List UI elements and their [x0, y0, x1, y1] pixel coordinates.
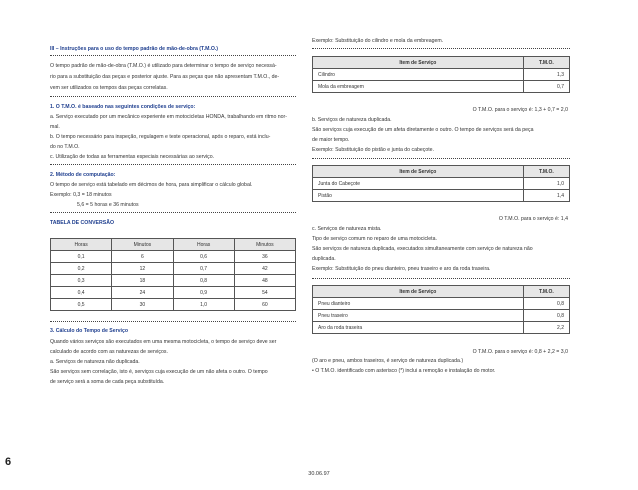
divider — [50, 164, 296, 165]
service-table-1 — [312, 56, 570, 93]
s1-title: 1. O T.M.O. é baseado nas seguintes condições de serviço: — [50, 104, 196, 110]
table-row — [313, 81, 570, 93]
divider — [50, 96, 296, 97]
example-text: Exemplo: Substituição do cilindro e mola da embreagem. — [312, 38, 444, 44]
table-cell: 0,2 — [51, 263, 112, 275]
c-line: duplicada. — [312, 256, 336, 262]
table-cell: 0,9 — [173, 287, 234, 299]
s1-line: do no T.M.O. — [50, 144, 80, 150]
table-row — [313, 298, 570, 310]
table-row — [313, 322, 570, 334]
table-cell: 36 — [234, 251, 295, 263]
table-cell: Cilindro — [313, 69, 524, 81]
table-header: T.M.O. — [523, 166, 569, 178]
table-cell: 24 — [112, 287, 173, 299]
service-table-3 — [312, 285, 570, 334]
s3-line: calculado de acordo com as naturezas de serviços. — [50, 349, 168, 355]
divider — [50, 321, 296, 322]
b-line: b. Serviços de natureza duplicada. — [312, 117, 392, 123]
s3-line: Quando vários serviços são executados em uma mesma motocicleta, o tempo de serviço deve ser — [50, 339, 277, 345]
table-row — [313, 178, 570, 190]
table-cell: 12 — [112, 263, 173, 275]
table-cell: 60 — [234, 299, 295, 311]
table-cell: 0,8 — [523, 310, 569, 322]
table-cell: 6 — [112, 251, 173, 263]
footer-date: 30.06.97 — [308, 471, 330, 477]
table-row — [313, 310, 570, 322]
table-header: Item de Serviço — [313, 286, 524, 298]
intro-line-3: vem ser utilizados os tempos das peças correlatas. — [50, 85, 168, 91]
total-2: O T.M.O. para o serviço é: 1,4 — [498, 216, 568, 222]
table-cell: 0,8 — [523, 298, 569, 310]
table-cell: 2,2 — [523, 322, 569, 334]
table-cell: Pistão — [313, 190, 524, 202]
table-cell: 0,4 — [51, 287, 112, 299]
s3-line: de serviço será a soma de cada peça substituída. — [50, 379, 165, 385]
table-cell: 48 — [234, 275, 295, 287]
table-cell: 1,4 — [523, 190, 569, 202]
c-line: Tipo de serviço comum no reparo de uma motocicleta. — [312, 236, 437, 242]
table-cell: 0,5 — [51, 299, 112, 311]
s2-title: 2. Método de computação: — [50, 172, 116, 178]
s1-line: mal. — [50, 124, 60, 130]
service-table-2 — [312, 165, 570, 202]
conversion-title: TABELA DE CONVERSÃO — [50, 220, 114, 226]
c-line: São serviços de natureza duplicada, executados simultaneamente com serviço de natureza não — [312, 246, 533, 252]
s3-title: 3. Cálculo do Tempo de Serviço — [50, 328, 129, 334]
conversion-table — [50, 238, 296, 311]
table-cell: 1,3 — [523, 69, 569, 81]
divider — [50, 55, 296, 56]
divider — [50, 212, 296, 213]
divider — [312, 48, 570, 49]
b-line: São serviços cuja execução de um afeta diretamente o outro. O tempo de serviços será da peça — [312, 127, 534, 133]
table-row — [51, 251, 296, 263]
table-row — [313, 190, 570, 202]
divider — [312, 278, 570, 279]
c-line: c. Serviços de natureza mista. — [312, 226, 382, 232]
table-header: T.M.O. — [523, 57, 569, 69]
note: • O T.M.O. identificado com asterisco (*) inclui a remoção e instalação do motor. — [312, 368, 496, 374]
s3-line: a. Serviços de natureza não duplicada. — [50, 359, 140, 365]
table-header: T.M.O. — [523, 286, 569, 298]
total-1: O T.M.O. para o serviço é: 1,3 + 0,7 = 2,0 — [472, 107, 568, 113]
s1-line: c. Utilização de todas as ferramentas especiais necessárias ao serviço. — [50, 154, 215, 160]
note: (O aro e pneu, ambos traseiros, é serviço de natureza duplicada.) — [312, 358, 464, 364]
table-cell: 0,6 — [173, 251, 234, 263]
total-3: O T.M.O. para o serviço é: 0,8 + 2,2 = 3,0 — [472, 349, 568, 355]
divider — [312, 158, 570, 159]
table-cell: 30 — [112, 299, 173, 311]
table-cell: Aro da roda traseira — [313, 322, 524, 334]
b-line: de maior tempo. — [312, 137, 350, 143]
s2-line: O tempo de serviço está tabelado em décimos de hora, para simplificar o cálculo global. — [50, 182, 253, 188]
s2-line: 5,6 = 5 horas e 36 minutos — [77, 202, 139, 208]
table-cell: 18 — [112, 275, 173, 287]
table-header: Minutos — [112, 239, 173, 251]
table-cell: 0,7 — [523, 81, 569, 93]
section-title: III – Instruções para o uso do tempo padrão de mão-de-obra (T.M.O.) — [50, 46, 219, 52]
table-header: Horas — [51, 239, 112, 251]
intro-line-2: rio para a substituição das peças e posterior ajuste. Para as peças que não apresentam T.M.O., de- — [50, 74, 280, 80]
s2-line: Exemplo: 0,3 = 18 minutos — [50, 192, 112, 198]
table-cell: Junta do Cabeçote — [313, 178, 524, 190]
table-cell: Mola da embreagem — [313, 81, 524, 93]
table-row — [51, 299, 296, 311]
table-cell: Pneu traseiro — [313, 310, 524, 322]
c-line: Exemplo: Substituição do pneu dianteiro, pneu traseiro e aro da roda traseira. — [312, 266, 491, 272]
s1-line: b. O tempo necessário para inspeção, regulagem e teste operacional, após o reparo, está inclu- — [50, 134, 271, 140]
b-line: Exemplo: Substituição do pistão e junta do cabeçote. — [312, 147, 434, 153]
page-number: 6 — [5, 456, 12, 468]
table-cell: 1,0 — [523, 178, 569, 190]
table-row — [51, 287, 296, 299]
table-cell: 1,0 — [173, 299, 234, 311]
table-header: Item de Serviço — [313, 166, 524, 178]
s1-line: a. Serviço executado por um mecânico experiente em motocicletas HONDA, trabalhando em ritmo nor- — [50, 114, 288, 120]
table-row — [51, 263, 296, 275]
table-cell: 0,1 — [51, 251, 112, 263]
table-header: Minutos — [234, 239, 295, 251]
table-cell: 0,3 — [51, 275, 112, 287]
table-header: Horas — [173, 239, 234, 251]
intro-line-1: O tempo padrão de mão-de-obra (T.M.O.) é utilizado para determinar o tempo de serviço necessá- — [50, 63, 277, 69]
table-row — [313, 69, 570, 81]
table-header: Item de Serviço — [313, 57, 524, 69]
table-row — [51, 275, 296, 287]
table-cell: 42 — [234, 263, 295, 275]
table-cell: 54 — [234, 287, 295, 299]
table-cell: Pneu dianteiro — [313, 298, 524, 310]
s3-line: São serviços sem correlação, isto é, serviços cuja execução de um não afeta o outro. O tempo — [50, 369, 268, 375]
table-cell: 0,7 — [173, 263, 234, 275]
table-cell: 0,8 — [173, 275, 234, 287]
